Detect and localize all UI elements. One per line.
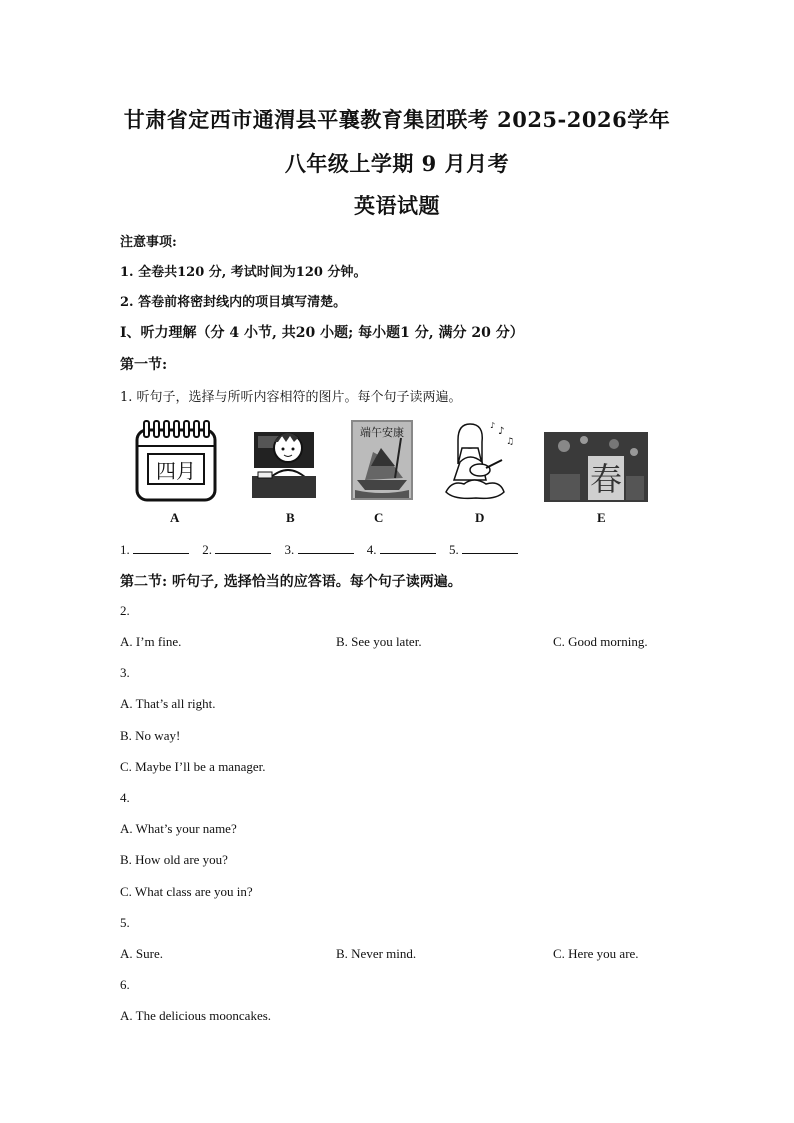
- question-number: 5.: [120, 915, 130, 930]
- exam-title-line1: 甘肃省定西市通渭县平襄教育集团联考 2025-2026学年: [123, 107, 671, 132]
- svg-text:♫: ♫: [506, 437, 514, 447]
- picture-label-c: C: [374, 510, 384, 525]
- notice-heading: 注意事项:: [120, 235, 177, 250]
- option-a: A. The delicious mooncakes.: [120, 1008, 272, 1023]
- option-b: B. How old are you?: [120, 852, 228, 867]
- notice-item-1: 1. 全卷共120 分, 考试时间为120 分钟。: [120, 265, 367, 280]
- notice-item-2: 2. 答卷前将密封线内的项目填写清楚。: [120, 295, 347, 310]
- option-c: C. Here you are.: [553, 946, 639, 961]
- option-a: A. I’m fine.: [120, 634, 182, 649]
- answer-blank-2[interactable]: [215, 541, 271, 554]
- option-b: B. No way!: [120, 728, 181, 743]
- spring-festival-icon: [544, 418, 648, 508]
- blank-label-5: 5.: [449, 542, 459, 557]
- svg-text:♪: ♪: [498, 426, 505, 437]
- answer-blank-5[interactable]: [462, 541, 518, 554]
- svg-text:♪: ♪: [490, 421, 496, 430]
- option-b: B. Never mind.: [336, 946, 417, 961]
- part1-heading: I、听力理解（分 4 小节, 共20 小题; 每小题1 分, 满分 20 分）: [120, 325, 524, 341]
- answer-blanks: [120, 541, 528, 558]
- calendar-text: 四月: [156, 459, 196, 483]
- option-a: A. Sure.: [120, 946, 163, 961]
- answer-blank-4[interactable]: [380, 541, 436, 554]
- dragon-boat-festival-icon: [351, 418, 413, 508]
- section1-heading: 第一节:: [120, 357, 168, 373]
- exam-title-line2: 八年级上学期 9 月月考: [284, 151, 510, 176]
- blank-label-1: 1.: [120, 542, 130, 557]
- picture-label-b: B: [286, 510, 295, 525]
- option-a: A. What’s your name?: [120, 821, 237, 836]
- question-number: 3.: [120, 665, 130, 680]
- picture-label-d: D: [475, 510, 485, 525]
- q1-instruction: 1. 听句子，选择与所听内容相符的图片。每个句子读两遍。: [120, 390, 462, 405]
- exam-title-line3: 英语试题: [354, 193, 440, 218]
- option-c: C. Good morning.: [553, 634, 648, 649]
- section2-heading: 第二节: 听句子, 选择恰当的应答语。每个句子读两遍。: [120, 574, 462, 590]
- answer-blank-3[interactable]: [298, 541, 354, 554]
- question-number: 6.: [120, 977, 130, 992]
- blank-label-2: 2.: [202, 542, 212, 557]
- option-c: C. What class are you in?: [120, 884, 253, 899]
- boy-at-desk-icon: [248, 418, 320, 508]
- question-number: 4.: [120, 790, 130, 805]
- picture-label-a: A: [170, 510, 180, 525]
- question-number: 2.: [120, 603, 130, 618]
- spring-text: 春: [589, 460, 623, 498]
- blank-label-3: 3.: [284, 542, 295, 557]
- calendar-icon: [134, 418, 218, 508]
- answer-blank-1[interactable]: [133, 541, 189, 554]
- option-c: C. Maybe I’ll be a manager.: [120, 759, 266, 774]
- picture-options: [120, 418, 680, 533]
- dragon-boat-text: 端午安康: [360, 426, 404, 439]
- girl-playing-guitar-icon: [440, 418, 514, 508]
- option-b: B. See you later.: [336, 634, 422, 649]
- blank-label-4: 4.: [366, 542, 377, 557]
- option-a: A. That’s all right.: [120, 696, 216, 711]
- picture-label-e: E: [597, 510, 606, 525]
